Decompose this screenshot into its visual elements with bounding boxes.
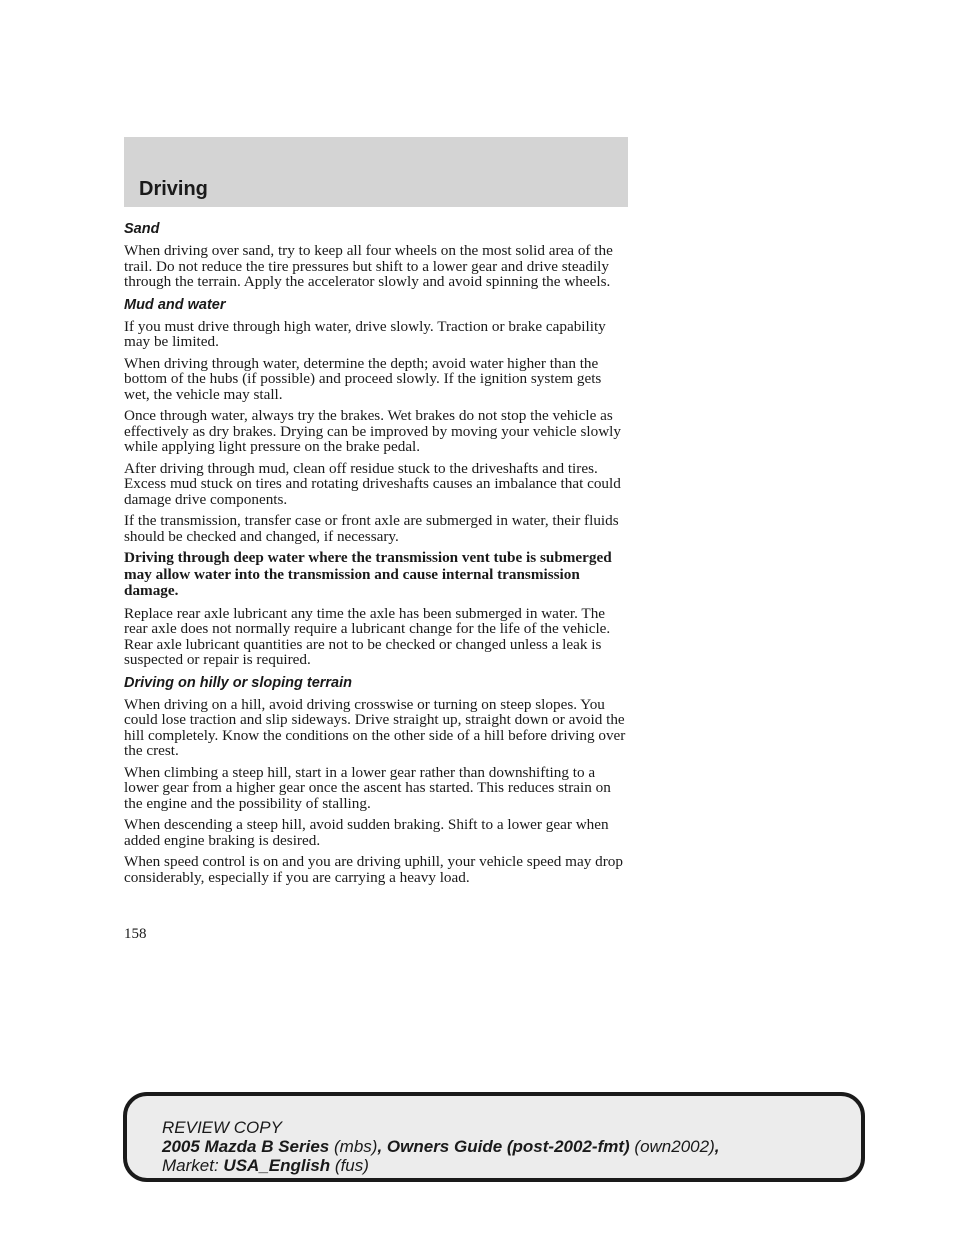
page-content (124, 220, 629, 891)
review-copy-label: REVIEW COPY (162, 1118, 282, 1137)
page-number: 158 (124, 926, 147, 942)
paragraph: When driving through water, determine the depth; avoid water higher than the bottom of the hubs (if possible) and proceed slowly. If the ignition system gets wet, the vehicle may stall. (124, 354, 602, 403)
header-band (124, 137, 628, 207)
guide-name: Owners Guide (post-2002-fmt) (386, 1137, 630, 1156)
paragraph: When driving over sand, try to keep all four wheels on the most solid area of the trail. Do not reduce the tire pressures but shift to a lower gear and drive steadily through the terrain. Apply the accelerator slowly and avoid spinning the wheels. (124, 242, 613, 290)
market-name: USA_English (223, 1156, 331, 1175)
separator: , (377, 1137, 387, 1156)
heading-hilly-terrain: Driving on hilly or sloping terrain (124, 674, 352, 691)
page-title: Driving (139, 178, 208, 200)
review-line-2 (162, 1137, 719, 1156)
paragraph: After driving through mud, clean off residue stuck to the driveshafts and tires. Excess mud stuck on tires and rotating driveshafts causes an imbalance that could damage drive components. (124, 459, 621, 508)
heading-mud-and-water: Mud and water (124, 296, 226, 313)
heading-sand: Sand (124, 221, 160, 237)
paragraph: Replace rear axle lubricant any time the axle has been submerged in water. The rear axle does not normally require a lubricant change for the life of the vehicle. Rear axle lubricant quantities are not to be checked or changed unless a leak is suspected or repair is required. (124, 604, 611, 668)
paragraph: If the transmission, transfer case or front axle are submerged in water, their fluids should be checked and changed, if necessary. (124, 512, 619, 545)
model-code: (mbs) (334, 1137, 378, 1156)
separator: , (714, 1137, 720, 1156)
review-line-3 (162, 1156, 719, 1175)
warning-text: Driving through deep water where the transmission vent tube is submerged may allow water into the transmission and cause internal transmission damage. (124, 549, 612, 599)
review-copy-box (123, 1092, 865, 1182)
review-line-1 (162, 1118, 719, 1137)
guide-code: (own2002) (634, 1137, 715, 1156)
paragraph: When driving on a hill, avoid driving crosswise or turning on steep slopes. You could lose traction and slip sideways. Drive straight up, straight down or avoid the hill completely. Know the conditions on the other side of a hill before driving over the crest. (124, 695, 626, 759)
paragraph: Once through water, always try the brakes. Wet brakes do not stop the vehicle as effectively as dry brakes. Drying can be improved by moving your vehicle slowly while applying light pressure on the brake pedal. (124, 407, 621, 455)
paragraph: If you must drive through high water, drive slowly. Traction or brake capability may be limited. (124, 317, 606, 350)
market-code: (fus) (334, 1156, 369, 1175)
review-copy-text (162, 1118, 719, 1175)
paragraph: When descending a steep hill, avoid sudden braking. Shift to a lower gear when added engine braking is desired. (124, 816, 609, 849)
market-label: Market: (162, 1156, 219, 1175)
paragraph: When speed control is on and you are driving uphill, your vehicle speed may drop considerably, especially if you are carrying a heavy load. (124, 853, 623, 886)
paragraph: When climbing a steep hill, start in a lower gear rather than downshifting to a lower gear from a higher gear once the ascent has started. This reduces strain on the engine and the possibility of stalling. (124, 763, 611, 812)
model-name: 2005 Mazda B Series (162, 1137, 330, 1156)
